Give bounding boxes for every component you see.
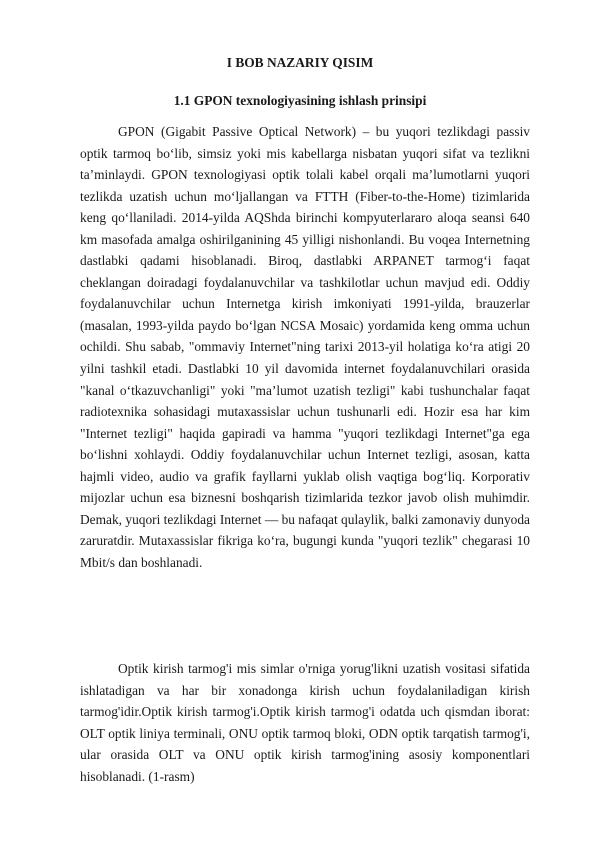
chapter-title: I BOB NAZARIY QISIM [226,55,374,70]
section-title: 1.1 GPON texnologiyasining ishlash prinsipi [173,93,427,108]
body-paragraph-1: GPON (Gigabit Passive Optical Network) – bu yuqori tezlikdagi passiv optik tarmoq bo‘lib, simsiz yoki mis kabellarga nisbatan yuqori sifat va tezlikni ta’minlaydi. GPON texnologiyasi optik tolali kabel orqali ma’lumotlarni yuqori tezlikda uzatish uchun mo‘ljallangan va FTTH (Fiber-to-the-Home) tizimlarida keng qo‘llaniladi. 2014-yilda AQShda birinchi kompyuterlararo aloqa seansi 640 km masofada amalga oshirilganining 45 yilligi nishonlandi. Bu voqea Internetning dastlabki qadami hisoblanadi. Biroq, dastlabki ARPANET tarmog‘i faqat cheklangan doiradagi foydalanuvchilar va tashkilotlar uchun mavjud edi. Oddiy foydalanuvchilar uchun Internetga kirish imkoniyati 1991-yilda, brauzerlar (masalan, 1993-yilda paydo bo‘lgan NCSA Mosaic) yordamida keng omma uchun ochildi. Shu sabab, "ommaviy Internet"ning tarixi 2013-yil holatiga ko‘ra atigi 20 yilni tashkil etadi. Dastlabki 10 yil davomida internet foydalanuvchilari orasida "kanal o‘tkazuvchanligi" yoki "ma’lumot uzatish tezligi" kabi tushunchalar faqat radiotexnika sohasidagi mutaxassislar uchun tushunarli edi. Hozir esa har kim "Internet tezligi" haqida gapiradi va hamma "yuqori tezlikdagi Internet"ga ega bo‘lishni xohlaydi. Oddiy foydalanuvchilar uchun Internet tezligi, asosan, katta hajmli video, audio va grafik fayllarni yuklab olish vaqtiga bog‘liq. Korporativ mijozlar uchun esa biznesni boshqarish tizimlarida tezkor javob olish muhimdir. Demak, yuqori tezlikdagi Internet — bu nafaqat qulaylik, balki zamonaviy dunyoda zaruratdir. Mutaxassislar fikriga ko‘ra, bugungi kunda "yuqori tezlik" chegarasi 10 Mbit/s dan boshlanadi. [80,124,530,570]
body-paragraph-2: Optik kirish tarmog'i mis simlar o'rniga yorug'likni uzatish vositasi sifatida ishlatadigan va har bir xonadonga kirish uchun foydalaniladigan kirish tarmog'idir.Optik kirish tarmog'i.Optik kirish tarmog'i odatda uch qismdan iborat: OLT optik liniya terminali, ONU optik tarmoq bloki, ODN optik tarqatish tarmog'i, ular orasida OLT va ONU optik kirish tarmog'ining asosiy komponentlari hisoblanadi. (1-rasm) [80,661,530,784]
